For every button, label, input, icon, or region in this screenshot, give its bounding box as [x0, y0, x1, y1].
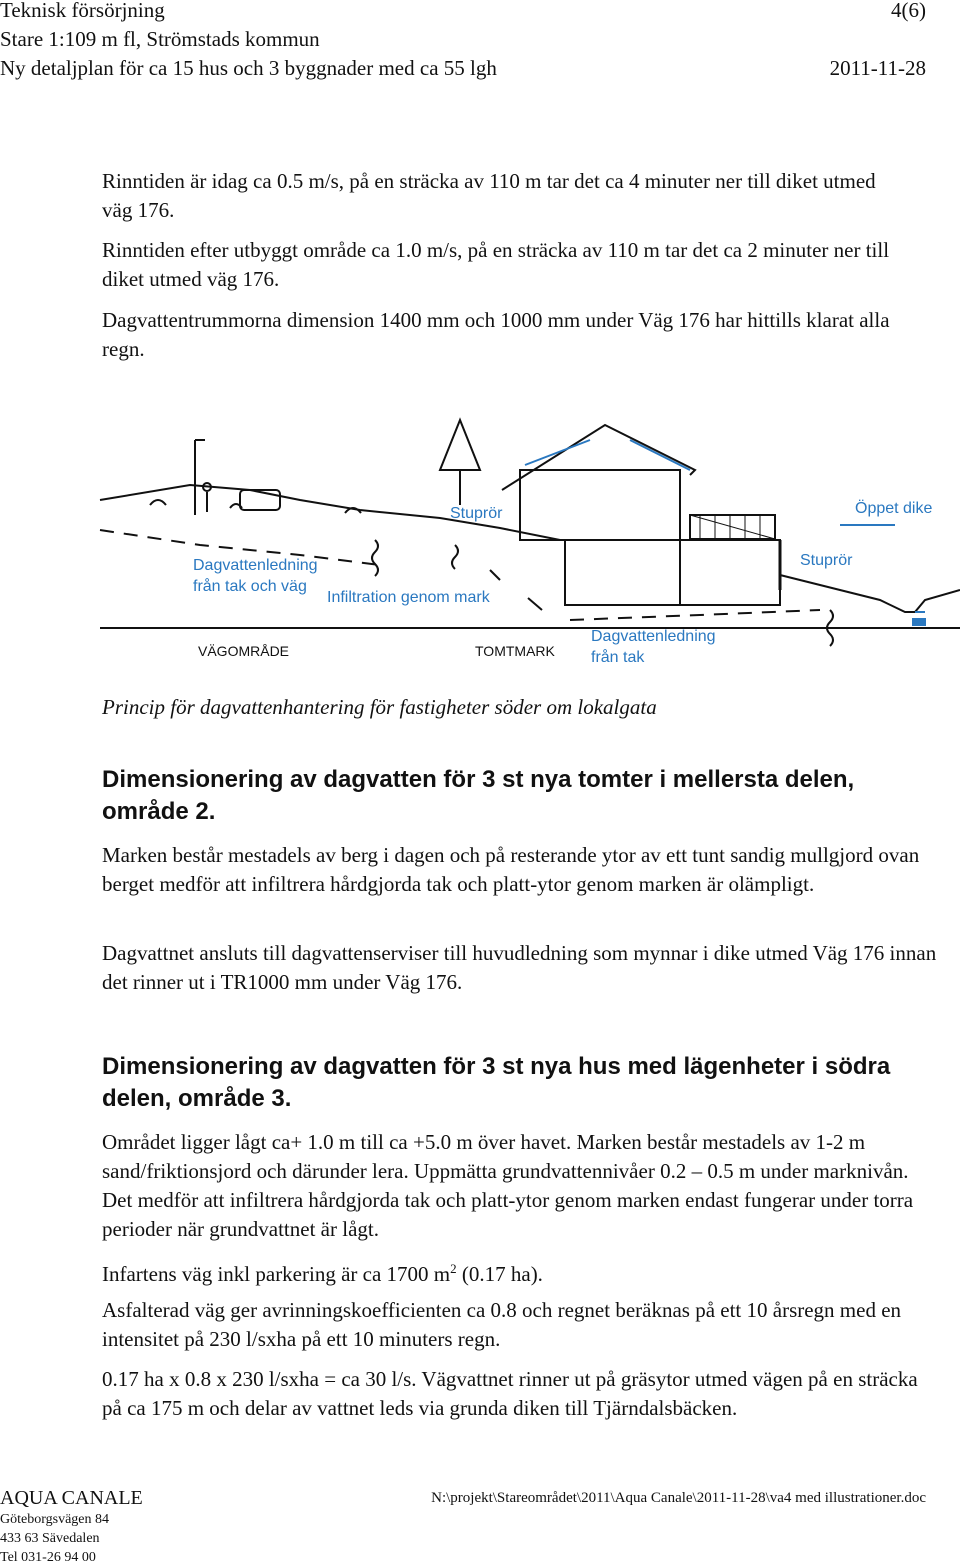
- intro-paragraph-2: Rinntiden efter utbyggt område ca 1.0 m/s, på en sträcka av 110 m tar det ca 2 minuter ner till diket utmed väg 176.: [102, 238, 890, 291]
- label-stupror-1: Stuprör: [450, 505, 503, 522]
- header-location: Stare 1:109 m fl, Strömstads kommun: [0, 27, 320, 51]
- label-oppet-dike: Öppet dike: [855, 500, 933, 517]
- section-3-paragraph-3: Asfalterad väg ger avrinningskoefficienten ca 0.8 och regnet beräknas på ett 10 årsregn med en intensitet på 230 l/sxha på ett 10 minuters regn.: [102, 1298, 902, 1351]
- area-tail: (0.17 ha).: [456, 1262, 543, 1286]
- section-3-paragraph-4: 0.17 ha x 0.8 x 230 l/sxha = ca 30 l/s. Vägvattnet rinner ut på gräsytor utmed vägen på en sträcka på ca 175 m och delar av vattnet leds via grunda diken till Tjärndalsbäcken.: [102, 1367, 918, 1420]
- section-2-heading: Dimensionering av dagvatten för 3 st nya tomter i mellersta delen, område 2.: [102, 766, 855, 825]
- label-infiltration: Infiltration genom mark: [327, 589, 490, 606]
- intro-paragraph-3: Dagvattentrummorna dimension 1400 mm och 1000 mm under Väg 176 har hittills klarat alla regn.: [102, 308, 890, 361]
- header-date: 2011-11-28: [829, 56, 926, 80]
- label-vagomrade: VÄGOMRÅDE: [198, 643, 290, 659]
- section-2-paragraph-1: Marken består mestadels av berg i dagen och på resterande ytor av ett tunt sandig mullgjord ovan berget medför att infiltrera hårdgjorda tak och platt-ytor genom marken är olämpligt.: [102, 843, 920, 896]
- footer-street: Göteborgsvägen 84: [0, 1512, 109, 1527]
- stormwater-illustration: [95, 410, 960, 680]
- label-dagvatten-tak-vag-2: från tak och väg: [193, 578, 307, 595]
- header-title: Teknisk försörjning: [0, 0, 165, 22]
- square-superscript: 2: [450, 1261, 457, 1276]
- footer-file-path: N:\projekt\Stareområdet\2011\Aqua Canale\2011-11-28\va4 med illustrationer.doc: [431, 1490, 926, 1506]
- footer-city: 433 63 Sävedalen: [0, 1531, 100, 1546]
- section-3-paragraph-1: Området ligger lågt ca+ 1.0 m till ca +5.0 m över havet. Marken består mestadels av 1-2 m sand/friktionsjord och därunder lera. Uppmätta grundvattennivåer 0.2 – 0.5 m under marknivån. Det medför att infiltrera hårdgjorda tak och platt-ytor genom marken endast fungerar under torra perioder när grundvattnet är lågt.: [102, 1130, 914, 1241]
- area-text: Infartens väg inkl parkering är ca 1700 m: [102, 1262, 451, 1286]
- intro-paragraph-1: Rinntiden är idag ca 0.5 m/s, på en sträcka av 110 m tar det ca 4 minuter ner till diket utmed väg 176.: [102, 169, 876, 222]
- label-dagvatten-tak-vag-1: Dagvattenledning: [193, 557, 318, 574]
- label-dagvatten-tak-2: från tak: [591, 649, 645, 666]
- label-tomtmark: TOMTMARK: [475, 643, 555, 659]
- footer-company: AQUA CANALE: [0, 1487, 143, 1509]
- section-3-heading: Dimensionering av dagvatten för 3 st nya hus med lägenheter i södra delen, område 3.: [102, 1053, 891, 1112]
- page-number: 4(6): [891, 0, 926, 22]
- section-2-paragraph-2: Dagvattnet ansluts till dagvattenserviser till huvudledning som mynnar i dike utmed Väg 176 innan det rinner ut i TR1000 mm under Väg 176.: [102, 941, 937, 994]
- label-dagvatten-tak-1: Dagvattenledning: [591, 628, 716, 645]
- section-3-paragraph-2: [102, 1254, 922, 1289]
- label-stupror-2: Stuprör: [800, 552, 853, 569]
- figure-caption: Princip för dagvattenhantering för fastigheter söder om lokalgata: [102, 695, 657, 719]
- footer-phone: Tel 031-26 94 00: [0, 1550, 96, 1565]
- header-project: Ny detaljplan för ca 15 hus och 3 byggnader med ca 55 lgh: [0, 56, 497, 80]
